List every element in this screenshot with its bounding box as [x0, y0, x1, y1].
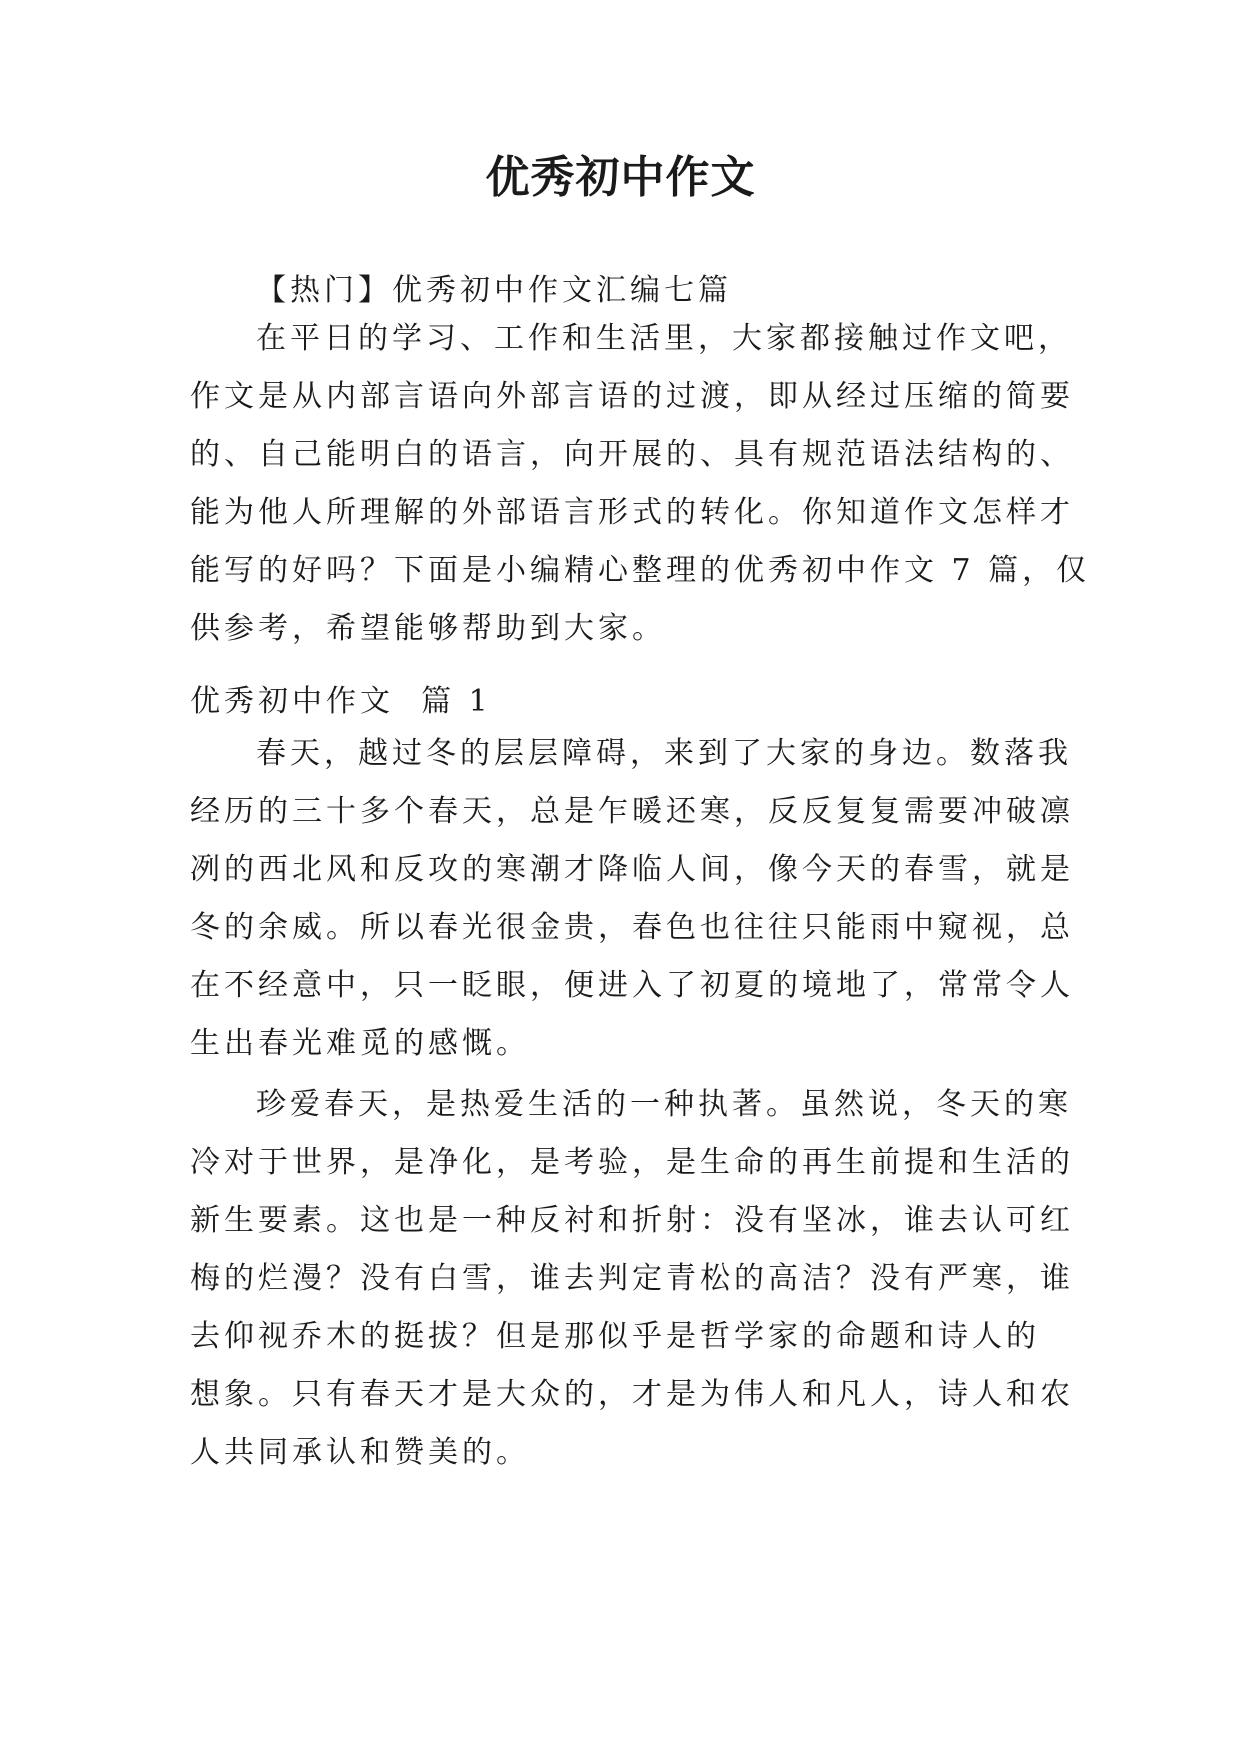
- intro-paragraph: [190, 310, 1091, 658]
- paragraph-line: 新生要素。这也是一种反衬和折射：没有坚冰，谁去认可红: [190, 1203, 1074, 1238]
- paragraph-line: 梅的烂漫？没有白雪，谁去判定青松的高洁？没有严寒，谁: [190, 1261, 1074, 1296]
- paragraph-line: 生出春光难觅的感慨。: [190, 1026, 530, 1061]
- paragraph-2: [190, 1076, 1074, 1482]
- paragraph-line: 去仰视乔木的挺拔？但是那似乎是哲学家的命题和诗人的: [190, 1319, 1040, 1354]
- intro-line: 的、自己能明白的语言，向开展的、具有规范语法结构的、: [190, 437, 1074, 472]
- intro-line: 供参考，希望能够帮助到大家。: [190, 611, 666, 646]
- paragraph-line: 在不经意中，只一眨眼，便进入了初夏的境地了，常常令人: [190, 968, 1074, 1003]
- intro-line: 作文是从内部言语向外部言语的过渡，即从经过压缩的简要: [190, 379, 1074, 414]
- intro-line: 能为他人所理解的外部语言形式的转化。你知道作文怎样才: [190, 495, 1074, 530]
- subtitle-line: 【热门】优秀初中作文汇编七篇: [256, 273, 732, 308]
- paragraph-line: 春天，越过冬的层层障碍，来到了大家的身边。数落我: [256, 736, 1072, 771]
- intro-line: 能写的好吗？下面是小编精心整理的优秀初中作文 7 篇，仅: [190, 553, 1091, 588]
- section-heading: [190, 673, 1070, 731]
- paragraph-line: 珍爱春天，是热爱生活的一种执著。虽然说，冬天的寒: [256, 1087, 1072, 1122]
- paragraph-line: 冬的余威。所以春光很金贵，春色也往往只能雨中窥视，总: [190, 910, 1074, 945]
- paragraph-line: 冽的西北风和反攻的寒潮才降临人间，像今天的春雪，就是: [190, 852, 1074, 887]
- paragraph-line: 人共同承认和赞美的。: [190, 1435, 530, 1470]
- document-title: 优秀初中作文: [485, 152, 756, 203]
- section-heading-text: 优秀初中作文 篇 1: [190, 684, 492, 719]
- paragraph-line: 冷对于世界，是净化，是考验，是生命的再生前提和生活的: [190, 1145, 1074, 1180]
- intro-line: 在平日的学习、工作和生活里，大家都接触过作文吧，: [256, 321, 1072, 356]
- paragraph-1: [190, 725, 1074, 1073]
- paragraph-line: 想象。只有春天才是大众的，才是为伟人和凡人，诗人和农: [190, 1377, 1074, 1412]
- paragraph-line: 经历的三十多个春天，总是乍暖还寒，反反复复需要冲破凛: [190, 794, 1074, 829]
